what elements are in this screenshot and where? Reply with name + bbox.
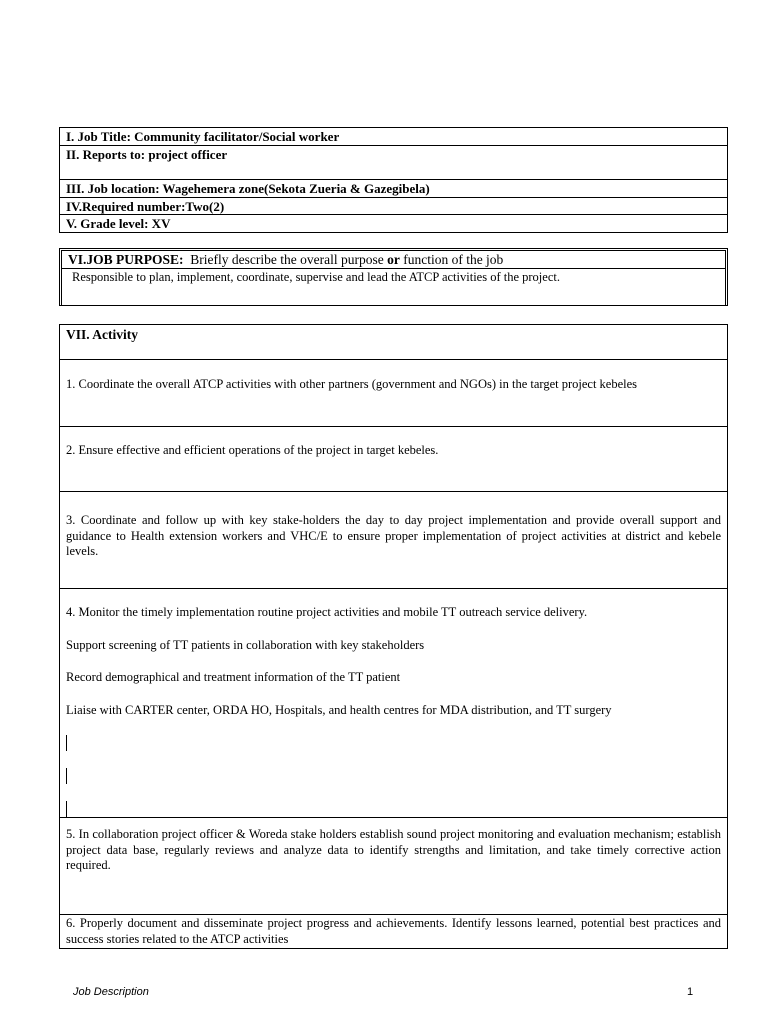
- activity-item-4: [60, 589, 727, 818]
- activity-item-1: 1. Coordinate the overall ATCP activities with other partners (government and NGOs) in the target project kebeles: [60, 360, 727, 427]
- job-purpose-prompt-part1: Briefly describe the overall purpose: [183, 252, 388, 267]
- job-info-table: [59, 127, 728, 233]
- required-number-row: IV.Required number:Two(2): [60, 198, 727, 215]
- activity-item-4-line: Support screening of TT patients in collaboration with key stakeholders: [66, 637, 425, 652]
- job-purpose-heading: [62, 251, 725, 269]
- text-cursor-mark: [66, 735, 67, 751]
- job-title-row: I. Job Title: Community facilitator/Social worker: [60, 128, 727, 146]
- activity-item-5: 5. In collaboration project officer & Woreda stake holders establish sound project monitoring and evaluation mechanism; establish project data base, regularly reviews and analyze data to identify strengths and limitation, and take timely corrective action required.: [60, 818, 727, 915]
- activity-item-6: 6. Properly document and disseminate project progress and achievements. Identify lessons learned, potential best practices and success stories related to the ATCP activities: [66, 916, 721, 946]
- reports-to-row: II. Reports to: project officer: [60, 146, 727, 180]
- text-cursor-mark: [66, 768, 67, 784]
- activity-item-4-line: Record demographical and treatment information of the TT patient: [66, 670, 401, 684]
- activity-table: [59, 324, 728, 949]
- job-purpose-body: Responsible to plan, implement, coordinate, supervise and lead the ATCP activities of the project.: [72, 270, 560, 284]
- job-purpose-prompt-or: or: [387, 252, 400, 267]
- activity-item-4-line: 4. Monitor the timely implementation routine project activities and mobile TT outreach service delivery.: [66, 605, 588, 619]
- activity-item-2: 2. Ensure effective and efficient operations of the project in target kebeles.: [60, 427, 727, 492]
- footer-label: Job Description: [73, 986, 149, 998]
- job-purpose-prompt-part2: function of the job: [399, 252, 504, 267]
- job-purpose-label: VI.JOB PURPOSE:: [68, 252, 184, 267]
- activity-item-4-line: Liaise with CARTER center, ORDA HO, Hospitals, and health centres for MDA distribution, and TT surgery: [66, 702, 612, 717]
- text-cursor-mark: [66, 801, 67, 817]
- activity-heading: VII. Activity: [60, 325, 727, 360]
- page-number: 1: [687, 986, 694, 998]
- grade-level-row: V. Grade level: XV: [66, 216, 171, 231]
- activity-item-3: 3. Coordinate and follow up with key stake-holders the day to day project implementation and provide overall support and guidance to Health extension workers and VHC/E to ensure proper implementation of project activities at district and kebele levels.: [60, 492, 727, 589]
- job-purpose-table: [59, 248, 728, 306]
- job-location-row: III. Job location: Wagehemera zone(Sekota Zueria & Gazegibela): [60, 180, 727, 198]
